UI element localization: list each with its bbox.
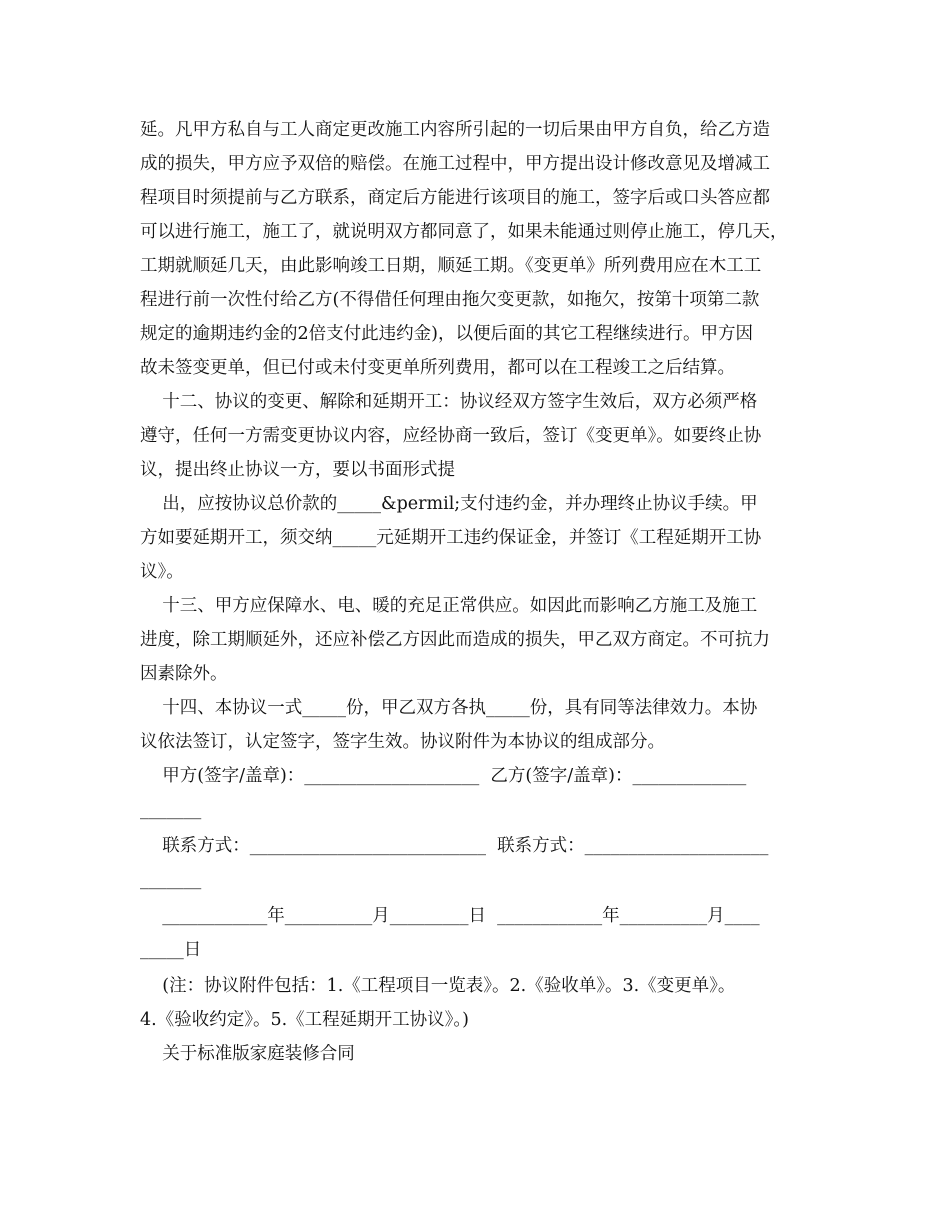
contact-line: 联系方式：___________________________ 联系方式：_____________________: [140, 836, 769, 856]
text-line: 方如要延期开工，须交纳_____元延期开工违约保证金，并签订《工程延期开工协: [140, 528, 762, 548]
text-line: 因素除外。: [140, 664, 228, 684]
text-line: 议依法签订，认定签字，签字生效。协议附件为本协议的组成部分。: [140, 732, 665, 752]
text-line: 故未签变更单，但已付或未付变更单所列费用，都可以在工程竣工之后结算。: [140, 358, 735, 378]
attachment-note-continuation: 4.《验收约定》。5.《工程延期开工协议》。): [140, 1010, 469, 1030]
text-line: 遵守，任何一方需变更协议内容，应经协商一致后，签订《变更单》。如要终止协: [140, 426, 762, 446]
text-line: 议》。: [140, 562, 184, 582]
text-line: 十二、协议的变更、解除和延期开工：协议经双方签字生效后，双方必须严格: [140, 392, 758, 412]
text-line: 程项目时须提前与乙方联系，商定后方能进行该项目的施工，签字后或口头答应都: [140, 188, 770, 208]
signature-line-party-a-b: 甲方(签字/盖章)：____________________ 乙方(签字/盖章)：_____________: [140, 766, 747, 786]
text-line: 出，应按协议总价款的_____&permil;支付违约金，并办理终止协议手续。甲: [140, 494, 758, 514]
text-line: 十四、本协议一式_____份，甲乙双方各执_____份，具有同等法律效力。本协: [140, 698, 758, 718]
text-line: 议，提出终止协议一方，要以书面形式提: [140, 460, 455, 480]
text-line: 程进行前一次性付给乙方(不得借任何理由拖欠变更款，如拖欠，按第十项第二款: [140, 290, 760, 310]
date-line: ____________年__________月_________日 ____________年__________月____: [140, 906, 760, 926]
text-line: 工期就顺延几天，由此影响竣工日期，顺延工期。《变更单》所列费用应在木工工: [140, 256, 762, 276]
text-line: 规定的逾期违约金的2倍支付此违约金)，以便后面的其它工程继续进行。甲方因: [140, 324, 753, 344]
contact-line-continuation: _______: [140, 870, 202, 890]
date-line-continuation: _____日: [140, 940, 202, 960]
text-line: 延。凡甲方私自与工人商定更改施工内容所引起的一切后果由甲方自负，给乙方造: [140, 120, 770, 140]
text-line: 进度，除工期顺延外，还应补偿乙方因此而造成的损失，甲乙双方商定。不可抗力: [140, 630, 770, 650]
signature-line-continuation: _______: [140, 800, 202, 820]
text-line: 可以进行施工，施工了，就说明双方都同意了，如果未能通过则停止施工，停几天，: [140, 222, 788, 242]
attachment-note: (注：协议附件包括：1.《工程项目一览表》。2.《验收单》。3.《变更单》。: [140, 976, 736, 996]
text-line: 十三、甲方应保障水、电、暖的充足正常供应。如因此而影响乙方施工及施工: [140, 596, 758, 616]
text-line: 成的损失，甲方应予双倍的赔偿。在施工过程中，甲方提出设计修改意见及增减工: [140, 154, 770, 174]
document-footer-title: 关于标准版家庭装修合同: [140, 1044, 355, 1064]
